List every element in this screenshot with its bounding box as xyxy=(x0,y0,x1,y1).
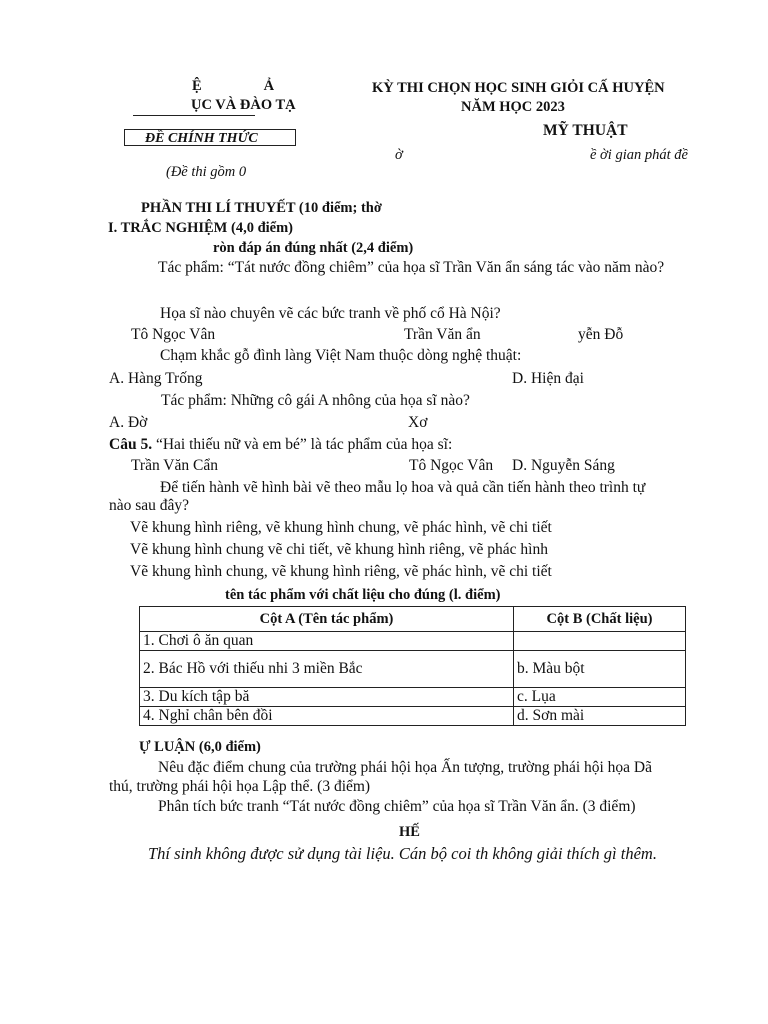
time-note-part-1: ờ xyxy=(395,147,403,163)
question-5-option: D. Nguyễn Sáng xyxy=(512,457,615,474)
question-2-option: Trần Văn ẩn xyxy=(404,326,481,343)
essay-question-1-line-1: Nêu đặc điểm chung của trường phái hội họa Ấn tượng, trường phái hội họa Dã xyxy=(158,759,653,776)
question-5-option: Trần Văn Cẩn xyxy=(131,457,218,474)
department-line-2: ỤC VÀ ĐÀO TẠ xyxy=(191,97,296,113)
question-4-option: A. Đờ xyxy=(109,414,148,431)
table-cell: 1. Chơi ô ăn quan xyxy=(140,632,514,651)
table-cell: b. Màu bột xyxy=(514,651,686,688)
table-cell: 4. Nghỉ chân bên đồi xyxy=(140,707,514,726)
section-2-title: Ự LUẬN (6,0 điểm) xyxy=(139,739,261,755)
column-a-header: Cột A (Tên tác phẩm) xyxy=(140,607,514,632)
table-row xyxy=(140,632,686,651)
question-4: Tác phẩm: Những cô gái A nhông của họa sĩ nào? xyxy=(161,392,470,409)
question-6-option: Vẽ khung hình chung vẽ chi tiết, vẽ khung hình riêng, vẽ phác hình xyxy=(130,541,548,558)
question-3-option: D. Hiện đại xyxy=(512,370,584,387)
subject: MỸ THUẬT xyxy=(543,122,628,139)
school-year: NĂM HỌC 2023 xyxy=(461,99,565,115)
department-line-1-b: Ả xyxy=(263,78,275,94)
section-1-title: I. TRẮC NGHIỆM (4,0 điểm) xyxy=(108,220,294,236)
question-6-line-2: nào sau đây? xyxy=(109,497,190,514)
time-note-part-2: ề ời gian phát đề xyxy=(590,147,688,163)
table-cell: d. Sơn mài xyxy=(514,707,686,726)
exam-title: KỲ THI CHỌN HỌC SINH GIỎI CẤ HUYỆN xyxy=(372,80,665,96)
table-cell: c. Lụa xyxy=(514,688,686,707)
header-divider xyxy=(133,115,255,116)
question-5-option: Tô Ngọc Vân xyxy=(409,457,494,474)
question-2: Họa sĩ nào chuyên vẽ các bức tranh về phố cổ Hà Nội? xyxy=(160,305,501,322)
part-title: PHẦN THI LÍ THUYẾT (10 điểm; thờ xyxy=(141,200,382,216)
footer-note: Thí sinh không được sử dụng tài liệu. Cán bộ coi th không giải thích gì thêm. xyxy=(148,844,657,863)
table-cell xyxy=(514,632,686,651)
question-5-label: Câu 5. xyxy=(109,436,153,453)
essay-question-1-line-2: thú, trường phái hội họa Lập thể. (3 điểm) xyxy=(109,778,371,795)
question-6-option: Vẽ khung hình riêng, vẽ khung hình chung, vẽ phác hình, vẽ chi tiết xyxy=(130,519,552,536)
official-label-box: ĐỀ CHÍNH THỨC xyxy=(124,129,296,146)
table-header-row xyxy=(140,607,686,632)
department-line-1-a: Ệ xyxy=(192,78,202,94)
table-row xyxy=(140,707,686,726)
matching-title: tên tác phẩm với chất liệu cho đúng (l. điểm) xyxy=(225,587,501,603)
essay-question-2: Phân tích bức tranh “Tát nước đồng chiêm” của họa sĩ Trần Văn ẩn. (3 điểm) xyxy=(158,798,636,815)
question-1: Tác phẩm: “Tát nước đồng chiêm” của họa sĩ Trần Văn ẩn sáng tác vào năm nào? xyxy=(158,259,665,276)
matching-table xyxy=(139,606,686,726)
section-1-subtitle: ròn đáp án đúng nhất (2,4 điểm) xyxy=(213,240,414,256)
table-row xyxy=(140,688,686,707)
department-line-1 xyxy=(192,76,274,96)
question-3: Chạm khắc gỗ đình làng Việt Nam thuộc dòng nghệ thuật: xyxy=(160,347,522,364)
question-5 xyxy=(109,435,452,455)
table-cell: 3. Du kích tập bă xyxy=(140,688,514,707)
pages-note: (Đề thi gồm 0 xyxy=(166,164,247,180)
question-2-option: yễn Đỗ xyxy=(578,326,624,343)
table-cell: 2. Bác Hồ với thiếu nhi 3 miền Bắc xyxy=(140,651,514,688)
column-b-header: Cột B (Chất liệu) xyxy=(514,607,686,632)
question-6-option: Vẽ khung hình chung, vẽ khung hình riêng, vẽ phác hình, vẽ chi tiết xyxy=(130,563,552,580)
table-row xyxy=(140,651,686,688)
question-5-text: “Hai thiếu nữ và em bé” là tác phẩm của họa sĩ: xyxy=(152,436,453,453)
question-3-option: A. Hàng Trống xyxy=(109,370,203,387)
question-2-option: Tô Ngọc Vân xyxy=(131,326,216,343)
question-4-option: Xơ xyxy=(408,414,428,431)
end-mark: HẾ xyxy=(399,824,420,840)
question-6-line-1: Để tiến hành vẽ hình bài vẽ theo mẫu lọ hoa và quả cần tiến hành theo trình tự xyxy=(160,479,646,496)
